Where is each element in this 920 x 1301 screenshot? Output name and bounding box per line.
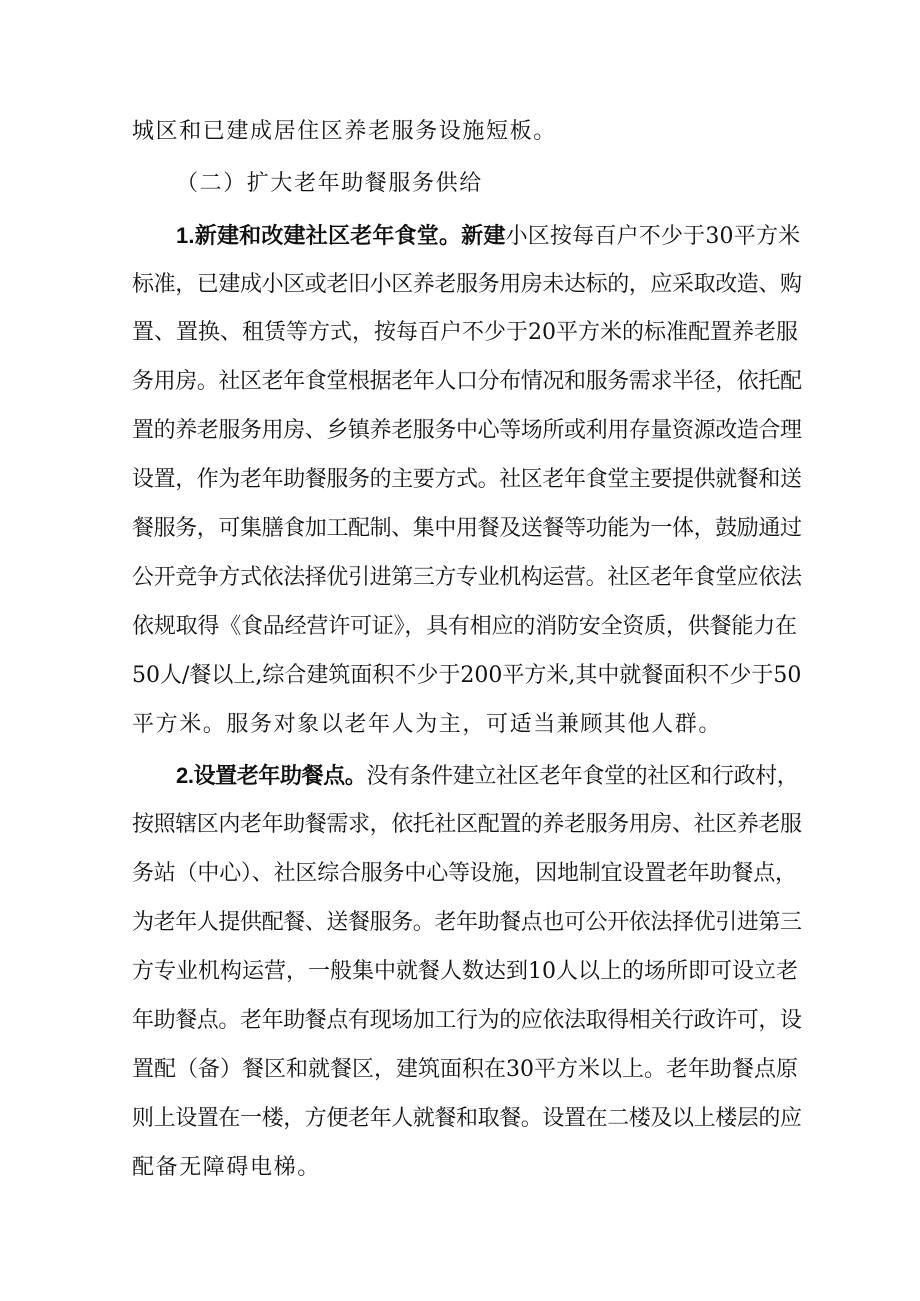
paragraph-1-line-8: 公开竞争方式依法择优引进第三方专业机构运营。社区老年食堂应依法 — [132, 565, 802, 590]
paragraph-1-line-6: 设置，作为老年助餐服务的主要方式。社区老年食堂主要提供就餐和送 — [132, 467, 802, 492]
paragraph-2-line-4: 为老年人提供配餐、送餐服务。老年助餐点也可公开依法择优引进第三 — [132, 910, 802, 935]
paragraph-2-line-6: 年助餐点。老年助餐点有现场加工行为的应依法取得相关行政许可，设 — [132, 1008, 802, 1033]
paragraph-2-line-7: 置配（备）餐区和就餐区，建筑面积在30平方米以上。老年助餐点原 — [132, 1057, 798, 1082]
paragraph-2-line-2: 按照辖区内老年助餐需求，依托社区配置的养老服务用房、社区养老服 — [132, 812, 802, 837]
paragraph-1-line-1 — [176, 222, 800, 251]
paragraph-1-line-9: 依规取得《食品经营许可证》，具有相应的消防安全资质，供餐能力在 — [132, 614, 797, 639]
paragraph-1-line-2: 标准，已建成小区或老旧小区养老服务用房未达标的，应采取改造、购 — [132, 272, 802, 297]
paragraph-1-line-3: 置、置换、租赁等方式，按每百户不少于20平方米的标准配置养老服 — [132, 320, 798, 345]
paragraph-1-line-10: 50人/餐以上,综合建筑面积不少于200平方米,其中就餐面积不少于50 — [132, 663, 802, 688]
paragraph-2-line-8: 则上设置在一楼，方便老年人就餐和取餐。设置在二楼及以上楼层的应 — [132, 1106, 802, 1131]
paragraph-1-line-1-text: 小区按每百户不少于30平方米 — [505, 224, 801, 249]
paragraph-2-line-9: 配备无障碍电梯。 — [132, 1155, 321, 1180]
paragraph-2-line-5: 方专业机构运营，一般集中就餐人数达到10人以上的场所即可设立老 — [132, 959, 798, 984]
paragraph-2-line-3: 务站（中心）、社区综合服务中心等设施，因地制宜设置老年助餐点， — [132, 861, 797, 886]
paragraph-1-line-11: 平方米。服务对象以老年人为主，可适当兼顾其他人群。 — [132, 712, 723, 737]
paragraph-2-line-1 — [176, 762, 798, 791]
item-title-2: 设置老年助餐点。 — [193, 764, 367, 789]
section-heading: （二）扩大老年助餐服务供给 — [176, 171, 483, 196]
item-number-1: 1. — [176, 223, 195, 248]
paragraph-1-line-7: 餐服务，可集膳食加工配制、集中用餐及送餐等功能为一体，鼓励通过 — [132, 516, 802, 541]
paragraph-2-line-1-text: 没有条件建立社区老年食堂的社区和行政村， — [366, 764, 799, 789]
item-number-2: 2. — [176, 763, 194, 788]
paragraph-1-line-5: 置的养老服务用房、乡镇养老服务中心等场所或利用存量资源改造合理 — [132, 418, 802, 443]
item-title-1: 新建和改建社区老年食堂。新建 — [194, 224, 506, 249]
paragraph-0-line-1: 城区和已建成居住区养老服务设施短板。 — [132, 119, 557, 144]
paragraph-1-line-4: 务用房。社区老年食堂根据老年人口分布情况和服务需求半径，依托配 — [132, 369, 802, 394]
